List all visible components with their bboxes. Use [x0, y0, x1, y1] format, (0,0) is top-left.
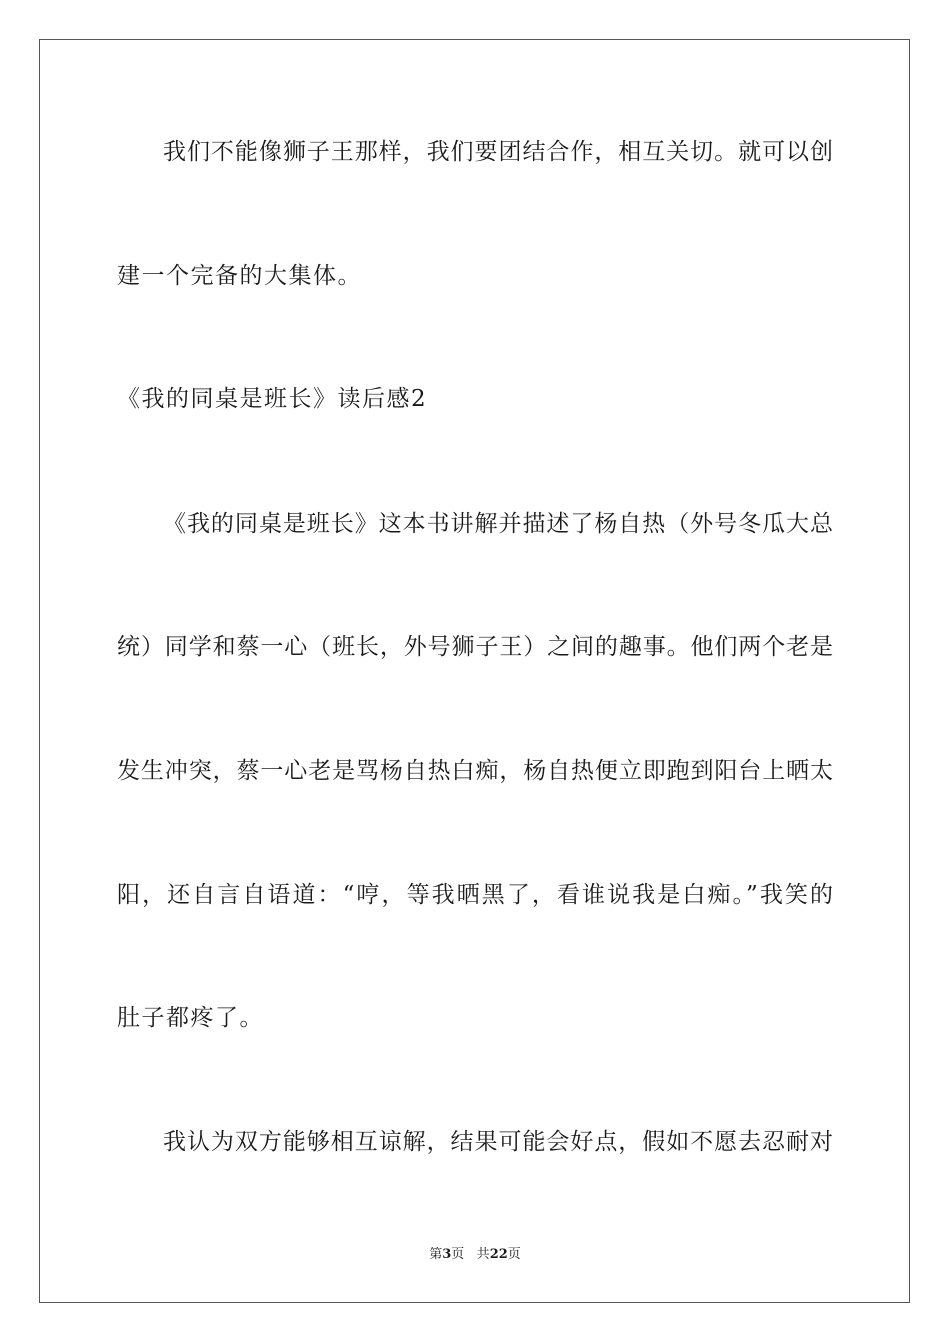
paragraph-line-7: 肚子都疼了。	[117, 1005, 264, 1031]
page-frame	[39, 39, 910, 1303]
paragraph-line-1: 我们不能像狮子王那样，我们要团结合作，相互关切。就可以创	[163, 139, 833, 165]
total-pages: 22	[489, 1247, 508, 1262]
page-prefix: 第	[429, 1247, 443, 1262]
section-heading: 《我的同桌是班长》读后感2	[117, 386, 428, 412]
page-unit: 页	[451, 1247, 465, 1262]
paragraph-line-3: 《我的同桌是班长》这本书讲解并描述了杨自热（外号冬瓜大总	[163, 511, 833, 537]
paragraph-line-6: 阳，还自言自语道：“哼，等我晒黑了，看谁说我是白痴。”我笑的	[117, 882, 833, 908]
total-prefix: 共	[476, 1247, 490, 1262]
paragraph-line-2: 建一个完备的大集体。	[117, 263, 362, 289]
page-footer	[0, 1247, 950, 1263]
total-unit: 页	[507, 1247, 521, 1262]
paragraph-line-5: 发生冲突，蔡一心老是骂杨自热白痴，杨自热便立即跑到阳台上晒太	[117, 758, 833, 784]
page-number: 3	[442, 1247, 452, 1262]
paragraph-line-8: 我认为双方能够相互谅解，结果可能会好点，假如不愿去忍耐对	[163, 1129, 833, 1155]
paragraph-line-4: 统）同学和蔡一心（班长，外号狮子王）之间的趣事。他们两个老是	[117, 634, 833, 660]
